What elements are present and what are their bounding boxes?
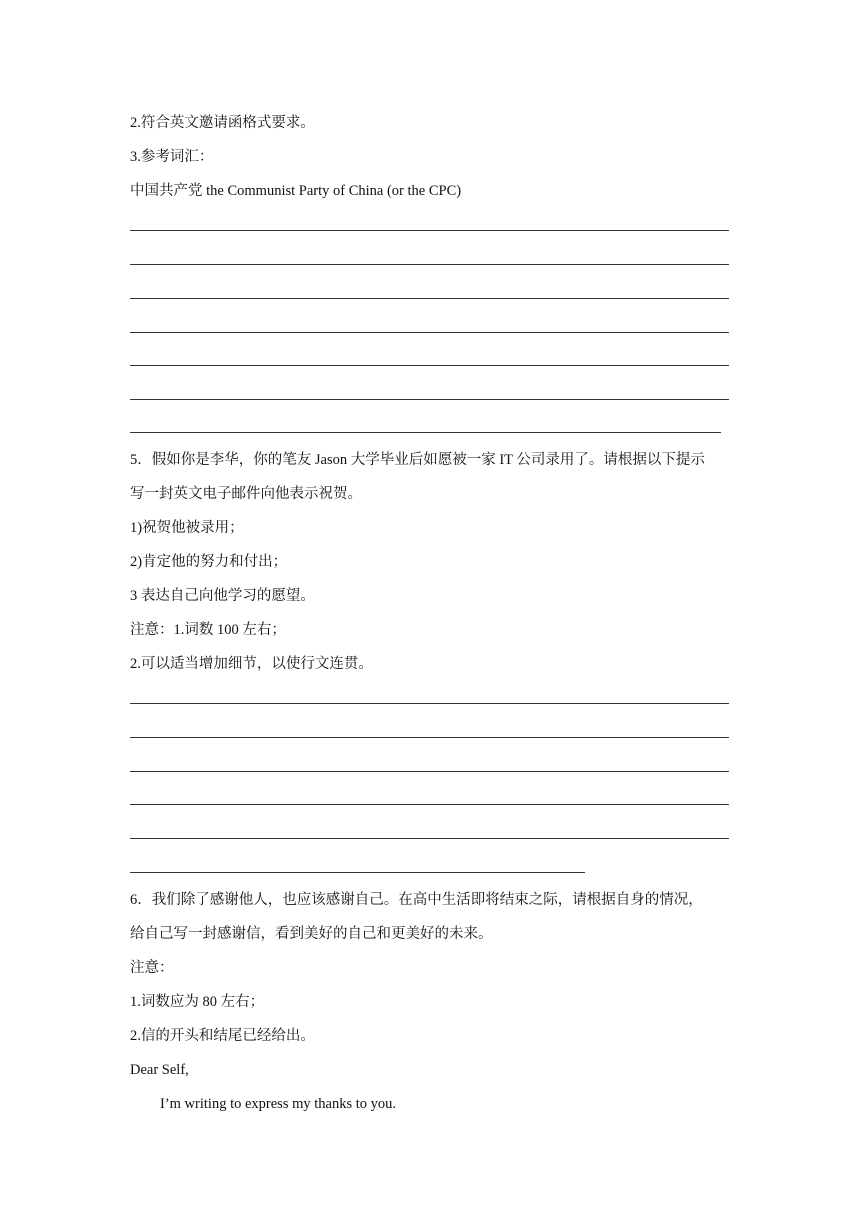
answer-line <box>130 399 729 400</box>
answer-line <box>130 771 729 772</box>
answer-line <box>130 703 729 704</box>
answer-line <box>130 365 729 366</box>
letter-opening: I’m writing to express my thanks to you. <box>160 1096 397 1112</box>
q5-note-2: 2.可以适当增加细节，以使行文连贯。 <box>130 656 373 672</box>
answer-line <box>130 432 721 433</box>
instruction-vocab-label: 3.参考词汇： <box>130 149 214 165</box>
q6-note-1: 1.词数应为 80 左右； <box>130 994 265 1010</box>
answer-line <box>130 230 729 231</box>
q6-note-2: 2.信的开头和结尾已经给出。 <box>130 1028 315 1044</box>
q5-point-3: 3 表达自己向他学习的愿望。 <box>130 588 315 604</box>
letter-salutation: Dear Self, <box>130 1062 189 1078</box>
q6-notes-label: 注意： <box>130 960 174 976</box>
answer-line <box>130 838 729 839</box>
answer-line <box>130 332 729 333</box>
instruction-format: 2.符合英文邀请函格式要求。 <box>130 115 315 131</box>
q5-point-2: 2)肯定他的努力和付出； <box>130 554 288 570</box>
q6-prompt-line2: 给自己写一封感谢信，看到美好的自己和更美好的未来。 <box>130 926 493 942</box>
vocab-entry: 中国共产党 the Communist Party of China (or the CPC) <box>130 183 462 199</box>
q5-prompt-line2: 写一封英文电子邮件向他表示祝贺。 <box>130 486 362 502</box>
q6-prompt-line1: 6．我们除了感谢他人，也应该感谢自己。在高中生活即将结束之际，请根据自身的情况， <box>130 892 703 908</box>
answer-line <box>130 737 729 738</box>
q5-prompt-line1: 5．假如你是李华，你的笔友 Jason 大学毕业后如愿被一家 IT 公司录用了。请根据以下提示 <box>130 452 705 468</box>
answer-line <box>130 298 729 299</box>
answer-line <box>130 264 729 265</box>
q5-note-1: 注意：1.词数 100 左右； <box>130 622 286 638</box>
answer-line <box>130 872 585 873</box>
q5-point-1: 1)祝贺他被录用； <box>130 520 244 536</box>
answer-line <box>130 804 729 805</box>
